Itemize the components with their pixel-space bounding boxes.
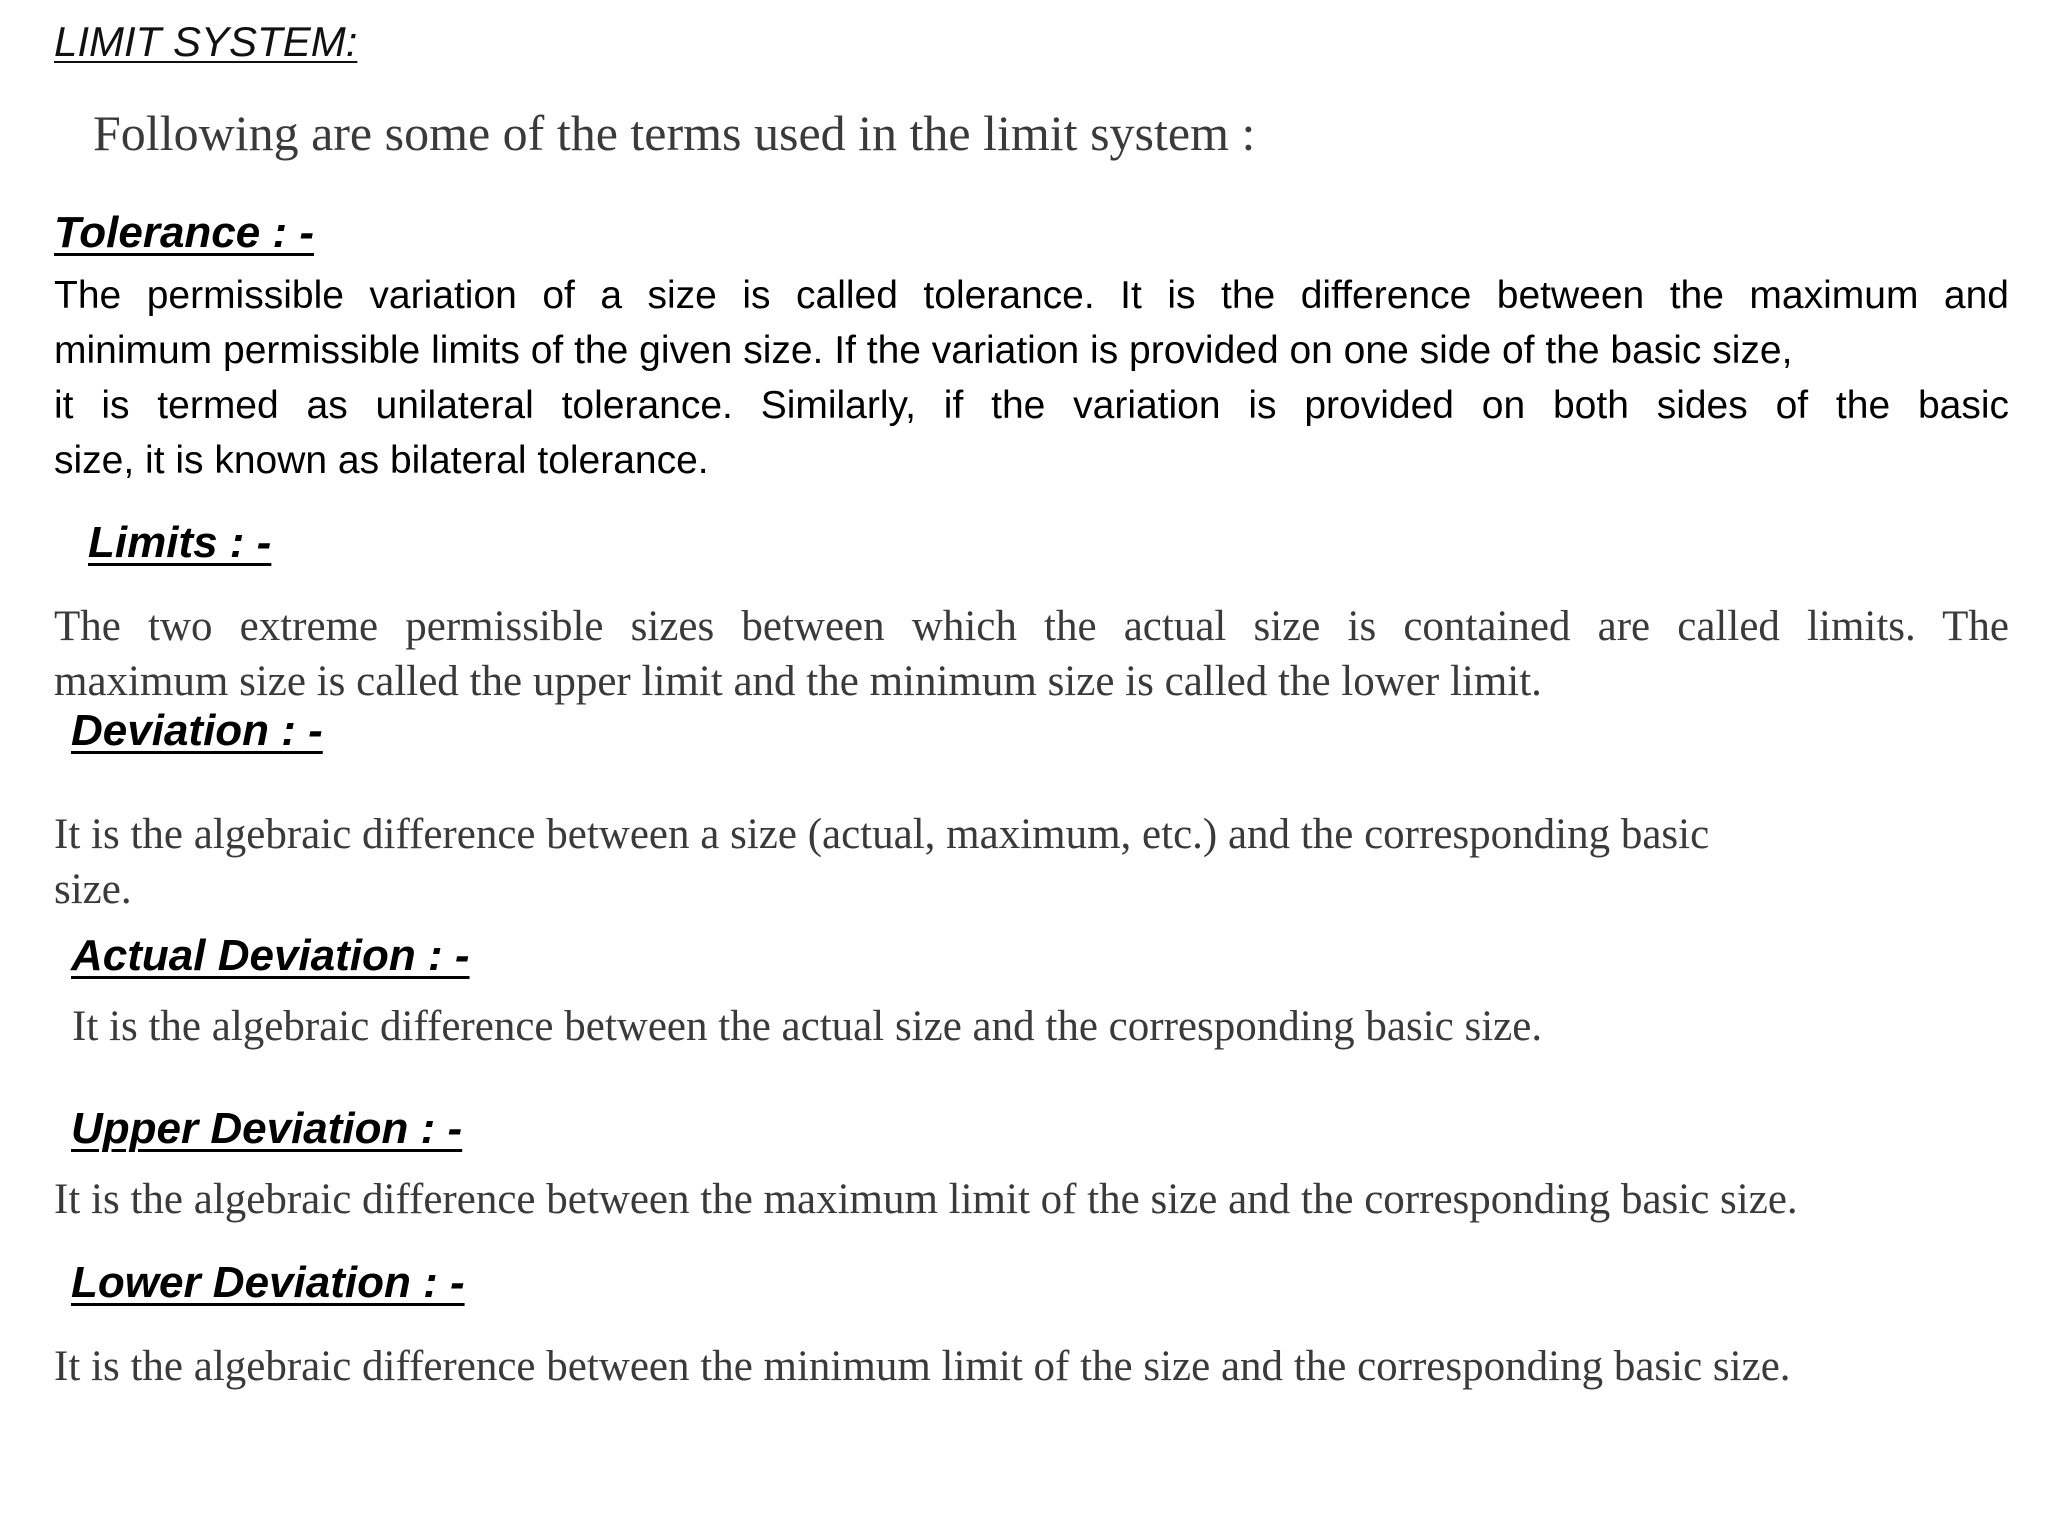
lower-deviation-heading: Lower Deviation : - — [71, 1258, 465, 1307]
intro-text: Following are some of the terms used in the limit system : — [93, 105, 1256, 161]
actual-deviation-heading: Actual Deviation : - — [71, 931, 470, 980]
deviation-line-1: It is the algebraic difference between a size (actual, maximum, etc.) and the corresponding basic — [54, 811, 1710, 858]
lower-deviation-text: It is the algebraic difference between the minimum limit of the size and the corresponding basic size. — [54, 1343, 1791, 1390]
deviation-paragraph — [54, 807, 1709, 917]
tolerance-line-1: The permissible variation of a size is called tolerance. It is the difference between the maximum and — [54, 274, 2009, 317]
tolerance-line-2: minimum permissible limits of the given size. If the variation is provided on one side of the basic size, — [54, 329, 1793, 372]
upper-deviation-heading: Upper Deviation : - — [71, 1104, 463, 1153]
limits-paragraph — [54, 599, 2009, 709]
tolerance-paragraph — [54, 268, 2009, 488]
deviation-line-2: size. — [54, 866, 132, 913]
upper-deviation-text: It is the algebraic difference between the maximum limit of the size and the corresponding basic size. — [54, 1176, 1798, 1223]
tolerance-line-3: it is termed as unilateral tolerance. Similarly, if the variation is provided on both sides of the basic — [54, 384, 2009, 427]
tolerance-heading: Tolerance : - — [54, 208, 314, 257]
page-title: LIMIT SYSTEM: — [54, 18, 358, 65]
deviation-heading: Deviation : - — [71, 706, 323, 755]
limits-line-2: maximum size is called the upper limit and the minimum size is called the lower limit. — [54, 658, 1542, 705]
limits-line-1: The two extreme permissible sizes between which the actual size is contained are called limits. The — [54, 603, 2009, 650]
tolerance-line-4: size, it is known as bilateral tolerance. — [54, 439, 709, 482]
limits-heading: Limits : - — [88, 518, 272, 567]
actual-deviation-text: It is the algebraic difference between the actual size and the corresponding basic size. — [72, 1003, 1543, 1050]
